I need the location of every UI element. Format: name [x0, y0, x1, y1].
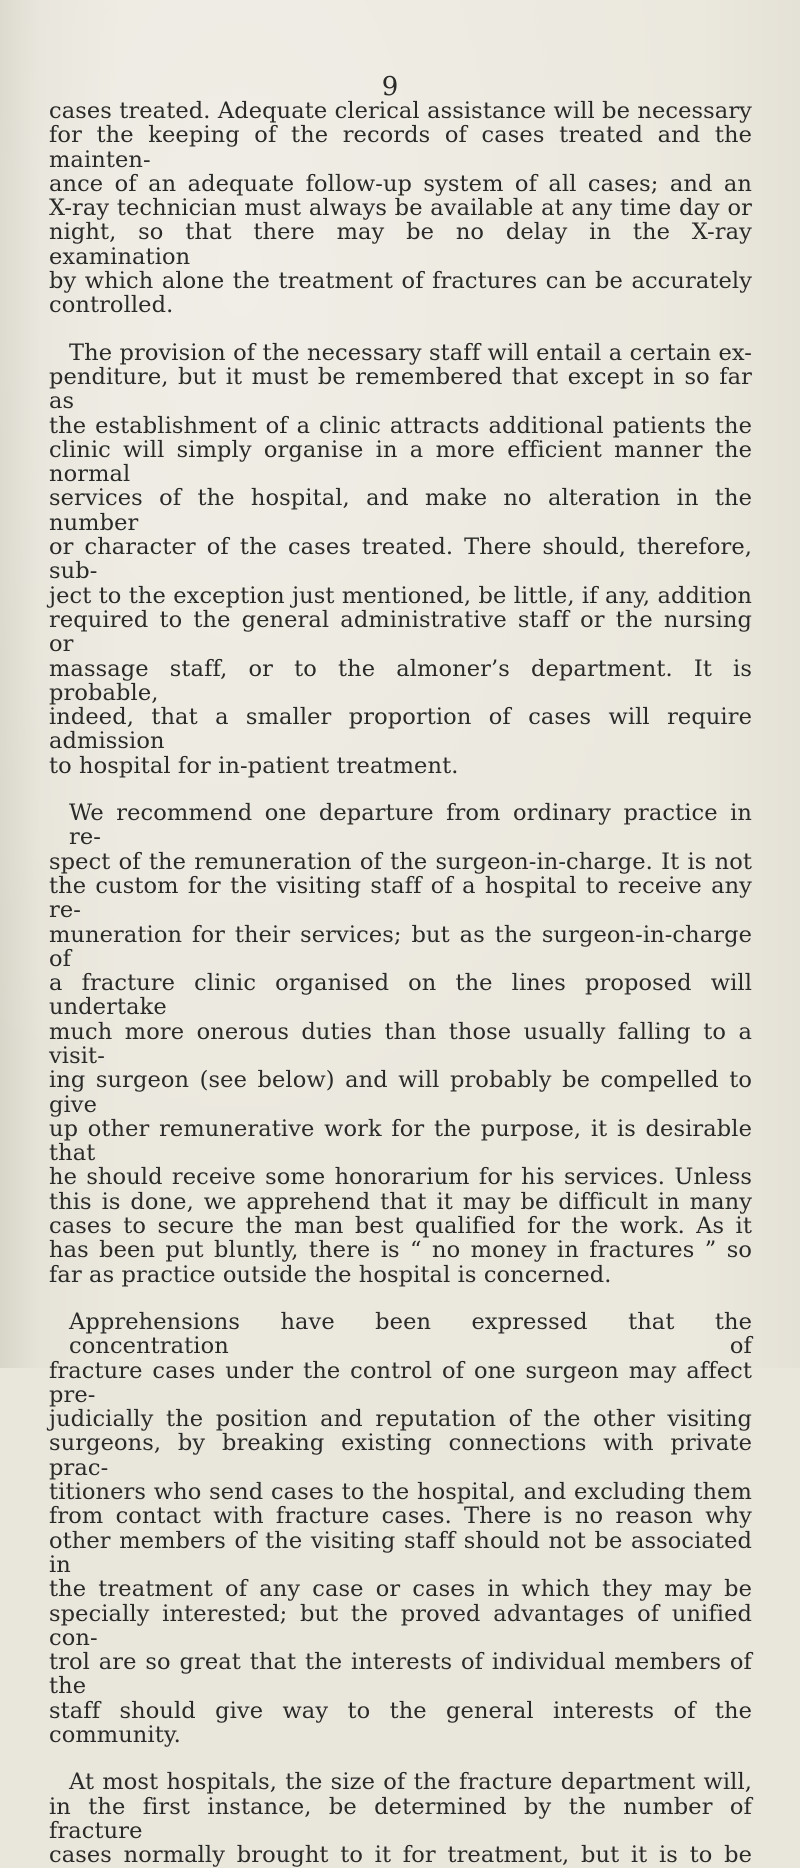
text-line: cases treated. Adequate clerical assistance will be necessary: [49, 98, 752, 124]
text-line: the establishment of a clinic attracts additional patients the: [49, 412, 752, 439]
text-line: surgeons, by breaking existing connections with private prac-: [49, 1430, 752, 1481]
text-line: by which alone the treatment of fractures can be accurately: [49, 268, 752, 295]
page-number: 9: [381, 72, 399, 102]
text-line: required to the general administrative staff or the nursing or: [49, 606, 752, 658]
paragraph-2: [49, 341, 752, 778]
text-line: X-ray technician must always be available at any time day or: [49, 195, 752, 222]
text-line: has been put bluntly, there is “ no money in fractures ” so: [49, 1237, 752, 1264]
text-line: judicially the position and reputation of the other visiting: [49, 1406, 752, 1433]
text-line: up other remunerative work for the purpose, it is desirable that: [49, 1115, 752, 1167]
text-line: in the first instance, be determined by the number of fracture: [49, 1793, 752, 1844]
text-line: or character of the cases treated. There should, therefore, sub-: [49, 534, 752, 585]
text-line: fracture cases under the control of one surgeon may affect pre-: [49, 1357, 752, 1408]
text-line: from contact with fracture cases. There is no reason why: [49, 1503, 752, 1530]
text-line: cases to secure the man best qualified for the work. As it: [49, 1213, 752, 1240]
text-line: muneration for their services; but as the surgeon-in-charge of: [49, 921, 752, 972]
text-line: a fracture clinic organised on the lines proposed will undertake: [49, 970, 752, 1021]
text-line: clinic will simply organise in a more efficient manner the normal: [49, 436, 752, 488]
text-line: ing surgeon (see below) and will probably be compelled to give: [49, 1067, 752, 1118]
text-line: We recommend one departure from ordinary practice in re-: [69, 800, 752, 851]
text-line: staff should give way to the general interests of the community.: [49, 1697, 752, 1748]
text-line: other members of the visiting staff should not be associated in: [49, 1527, 752, 1578]
paragraph-5: [49, 1770, 752, 1867]
text-line: massage staff, or to the almoner’s department. It is probable,: [49, 655, 752, 706]
text-line: the treatment of any case or cases in which they may be: [49, 1576, 752, 1603]
text-line: he should receive some honorarium for his services. Unless: [49, 1164, 752, 1191]
text-line: ance of an adequate follow-up system of all cases; and an: [49, 170, 752, 197]
text-line: night, so that there may be no delay in the X-ray examination: [49, 219, 752, 270]
text-line: titioners who send cases to the hospital, and excluding them: [49, 1479, 752, 1506]
text-line: the custom for the visiting staff of a hospital to receive any re-: [49, 872, 752, 924]
paragraph-4: [49, 1310, 752, 1747]
text-line: services of the hospital, and make no alteration in the number: [49, 485, 752, 536]
text-line: much more onerous duties than those usually falling to a visit-: [49, 1018, 752, 1069]
text-line: far as practice outside the hospital is concerned.: [49, 1261, 612, 1288]
text-line: At most hospitals, the size of the fracture department will,: [69, 1769, 752, 1796]
text-line: indeed, that a smaller proportion of cases will require admission: [49, 704, 752, 755]
text-line: cases normally brought to it for treatment, but it is to be: [49, 1842, 752, 1868]
text-line: controlled.: [49, 292, 174, 319]
text-line: this is done, we apprehend that it may be difficult in many: [49, 1188, 752, 1215]
text-line: to hospital for in-patient treatment.: [49, 752, 459, 779]
text-line: penditure, but it must be remembered that except in so far as: [49, 363, 752, 415]
text-line: Apprehensions have been expressed that the concentration of: [69, 1308, 752, 1360]
paragraph-1: [49, 99, 752, 318]
text-line: for the keeping of the records of cases treated and the mainten-: [49, 122, 752, 173]
text-line: specially interested; but the proved advantages of unified con-: [49, 1600, 752, 1651]
text-line: The provision of the necessary staff will entail a certain ex-: [69, 339, 752, 366]
body-text: [49, 99, 752, 1867]
paragraph-3: [49, 801, 752, 1287]
text-line: spect of the remuneration of the surgeon-in-charge. It is not: [49, 848, 752, 875]
text-line: trol are so great that the interests of individual members of the: [49, 1649, 752, 1700]
text-line: ject to the exception just mentioned, be little, if any, addition: [49, 582, 752, 609]
